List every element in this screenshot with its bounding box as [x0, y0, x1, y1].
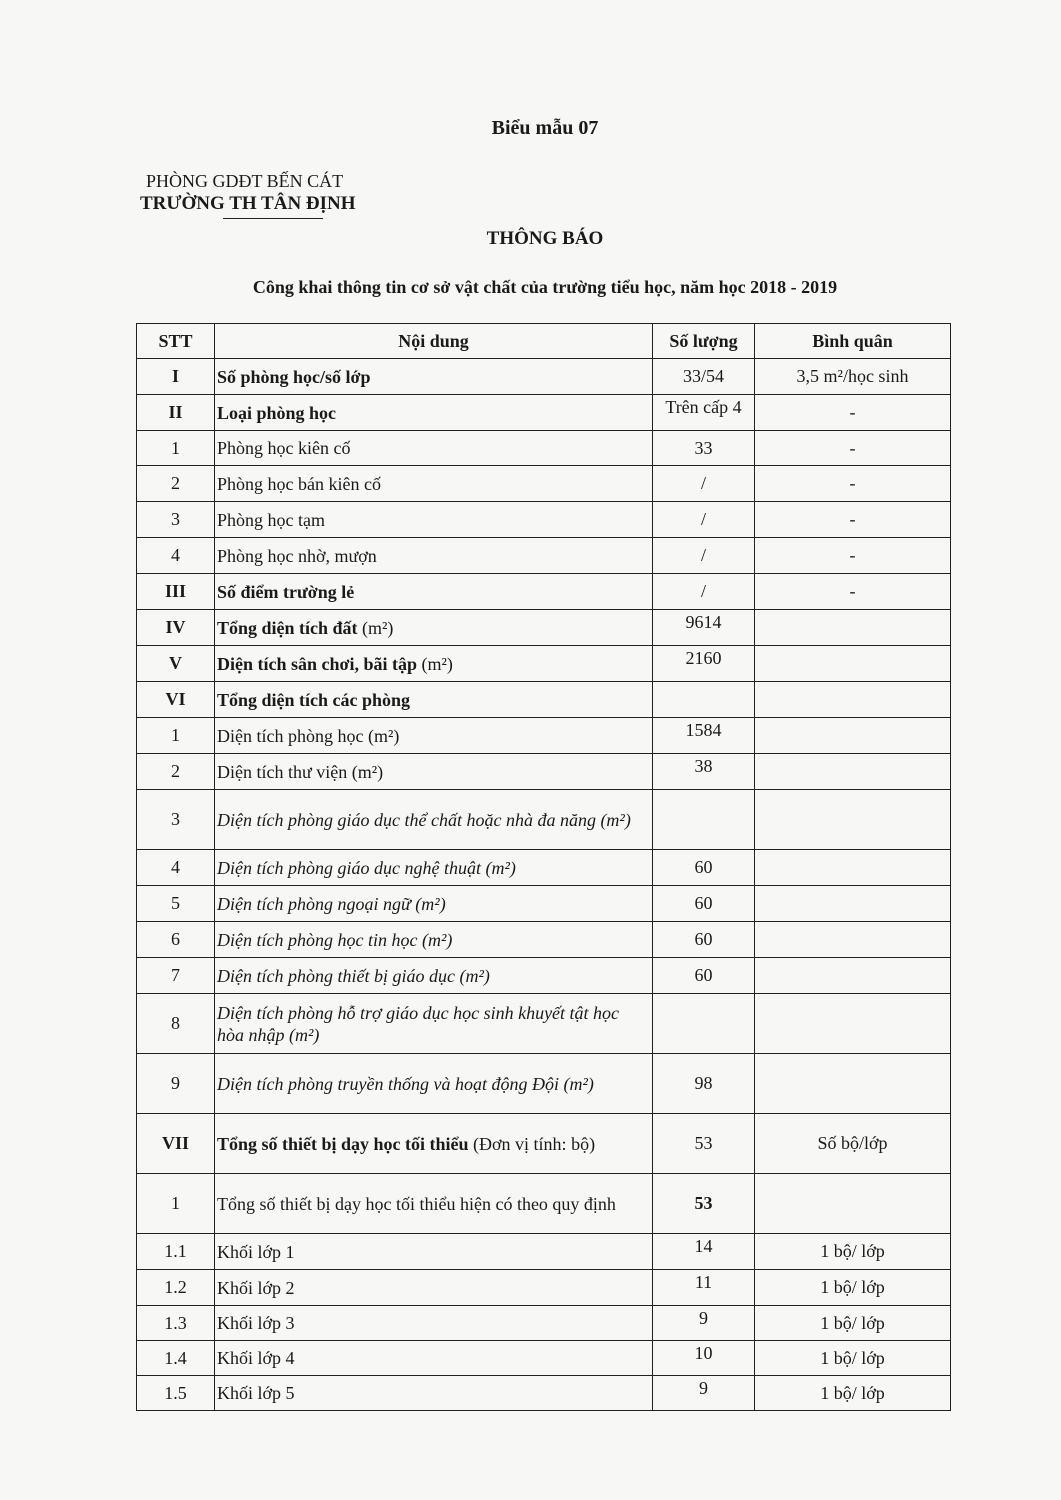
row-average: - [755, 466, 951, 502]
table-row [137, 886, 951, 922]
row-average [755, 646, 951, 682]
row-content-text: Số phòng học/số lớp [217, 366, 371, 387]
row-content: Khối lớp 5 [215, 1376, 653, 1411]
row-quantity: 60 [653, 958, 755, 994]
row-average: 1 bộ/ lớp [755, 1306, 951, 1341]
row-stt: 2 [137, 466, 215, 502]
row-average: - [755, 431, 951, 466]
row-stt: 4 [137, 850, 215, 886]
row-stt: VI [137, 682, 215, 718]
row-content: Phòng học bán kiên cố [215, 466, 653, 502]
row-quantity: 1584 [653, 718, 755, 754]
row-average [755, 1174, 951, 1234]
row-quantity: / [653, 538, 755, 574]
table-row [137, 466, 951, 502]
table-row [137, 922, 951, 958]
table-row [137, 359, 951, 395]
table-row [137, 1270, 951, 1306]
row-content: Diện tích phòng ngoại ngữ (m²) [215, 886, 653, 922]
row-average [755, 994, 951, 1054]
row-quantity: / [653, 502, 755, 538]
row-quantity: 9614 [653, 610, 755, 646]
table-row [137, 1306, 951, 1341]
row-quantity: 53 [653, 1114, 755, 1174]
table-row [137, 610, 951, 646]
row-quantity [653, 994, 755, 1054]
row-average [755, 754, 951, 790]
row-average: Số bộ/lớp [755, 1114, 951, 1174]
form-label: Biểu mẫu 07 [491, 117, 599, 139]
row-average [755, 850, 951, 886]
row-stt: 1.3 [137, 1306, 215, 1341]
row-stt: 1 [137, 1174, 215, 1234]
row-content: Diện tích thư viện (m²) [215, 754, 653, 790]
table-row [137, 1054, 951, 1114]
table-row [137, 1114, 951, 1174]
row-stt: IV [137, 610, 215, 646]
row-content: Phòng học kiên cố [215, 431, 653, 466]
row-stt: 6 [137, 922, 215, 958]
row-unit: (Đơn vị tính: bộ) [473, 1133, 596, 1154]
row-content-text: Diện tích sân chơi, bãi tập [217, 653, 417, 674]
row-unit: (m²) [362, 617, 394, 638]
row-content [215, 574, 653, 610]
row-average [755, 610, 951, 646]
row-content-text: Loại phòng học [217, 402, 337, 423]
table-row [137, 1174, 951, 1234]
table-row [137, 850, 951, 886]
row-quantity: 10 [653, 1341, 755, 1376]
table-row [137, 574, 951, 610]
row-content: Tổng số thiết bị dạy học tối thiểu hiện có theo quy định [215, 1174, 653, 1234]
row-content [215, 359, 653, 395]
row-content-text: Tổng diện tích đất [217, 617, 358, 638]
row-stt: 1.5 [137, 1376, 215, 1411]
department-name: PHÒNG GDĐT BẾN CÁT [146, 171, 344, 191]
table-row [137, 538, 951, 574]
row-content: Khối lớp 3 [215, 1306, 653, 1341]
row-stt: 3 [137, 502, 215, 538]
row-content: Diện tích phòng thiết bị giáo dục (m²) [215, 958, 653, 994]
row-quantity: 9 [653, 1376, 755, 1411]
row-content: Diện tích phòng học (m²) [215, 718, 653, 754]
row-average [755, 718, 951, 754]
row-content-text: Tổng số thiết bị dạy học tối thiểu [217, 1133, 469, 1154]
row-unit: (m²) [421, 653, 453, 674]
table-row [137, 646, 951, 682]
table-header-row [137, 324, 951, 359]
table-row [137, 718, 951, 754]
row-content [215, 395, 653, 431]
row-quantity: 2160 [653, 646, 755, 682]
row-average [755, 790, 951, 850]
row-content: Diện tích phòng giáo dục nghệ thuật (m²) [215, 850, 653, 886]
row-quantity: 38 [653, 754, 755, 790]
row-stt: I [137, 359, 215, 395]
row-quantity [653, 682, 755, 718]
row-quantity: / [653, 466, 755, 502]
row-stt: 3 [137, 790, 215, 850]
row-stt: 1.4 [137, 1341, 215, 1376]
row-content [215, 646, 653, 682]
row-quantity: 11 [653, 1270, 755, 1306]
row-stt: 1.1 [137, 1234, 215, 1270]
row-content: Khối lớp 4 [215, 1341, 653, 1376]
row-stt: 4 [137, 538, 215, 574]
row-stt: VII [137, 1114, 215, 1174]
table-row [137, 1234, 951, 1270]
row-average: - [755, 538, 951, 574]
table-row [137, 1376, 951, 1411]
row-average: 1 bộ/ lớp [755, 1376, 951, 1411]
row-stt: 1.2 [137, 1270, 215, 1306]
row-average: - [755, 502, 951, 538]
column-header-average: Bình quân [755, 324, 951, 359]
row-quantity: 53 [653, 1174, 755, 1234]
row-content: Diện tích phòng truyền thống và hoạt động Đội (m²) [215, 1054, 653, 1114]
notice-subtitle: Công khai thông tin cơ sở vật chất của trường tiểu học, năm học 2018 - 2019 [252, 277, 838, 297]
table-row [137, 754, 951, 790]
row-stt: III [137, 574, 215, 610]
column-header-quantity: Số lượng [653, 324, 755, 359]
table-row [137, 431, 951, 466]
row-quantity: Trên cấp 4 [653, 395, 755, 431]
table-row [137, 958, 951, 994]
row-quantity: 98 [653, 1054, 755, 1114]
row-quantity: 60 [653, 886, 755, 922]
school-name: TRƯỜNG TH TÂN ĐỊNH [140, 193, 356, 214]
table-row [137, 994, 951, 1054]
row-average: 3,5 m²/học sinh [755, 359, 951, 395]
row-content: Khối lớp 2 [215, 1270, 653, 1306]
row-stt: 9 [137, 1054, 215, 1114]
row-content-text: Tổng diện tích các phòng [217, 689, 411, 710]
row-quantity: 9 [653, 1306, 755, 1341]
row-stt: 5 [137, 886, 215, 922]
notice-title: THÔNG BÁO [486, 228, 604, 249]
row-stt: II [137, 395, 215, 431]
row-content: Khối lớp 1 [215, 1234, 653, 1270]
row-stt: 1 [137, 718, 215, 754]
table-row [137, 790, 951, 850]
row-average [755, 1054, 951, 1114]
row-average: - [755, 574, 951, 610]
table-row [137, 502, 951, 538]
row-content [215, 682, 653, 718]
row-content: Diện tích phòng hỗ trợ giáo dục học sinh khuyết tật học hòa nhập (m²) [215, 994, 653, 1054]
row-quantity: 60 [653, 850, 755, 886]
row-average [755, 922, 951, 958]
row-average: 1 bộ/ lớp [755, 1234, 951, 1270]
table-row [137, 682, 951, 718]
row-average [755, 958, 951, 994]
row-average [755, 682, 951, 718]
column-header-content: Nội dung [215, 324, 653, 359]
row-content [215, 1114, 653, 1174]
row-content-text: Số điểm trường lẻ [217, 581, 355, 602]
row-quantity: 14 [653, 1234, 755, 1270]
column-header-stt: STT [137, 324, 215, 359]
table-row [137, 395, 951, 431]
row-quantity [653, 790, 755, 850]
row-stt: 8 [137, 994, 215, 1054]
row-content: Diện tích phòng học tin học (m²) [215, 922, 653, 958]
row-content: Phòng học nhờ, mượn [215, 538, 653, 574]
row-stt: 1 [137, 431, 215, 466]
row-quantity: 33/54 [653, 359, 755, 395]
facilities-table [136, 323, 951, 1411]
row-content: Phòng học tạm [215, 502, 653, 538]
row-quantity: 33 [653, 431, 755, 466]
row-quantity: 60 [653, 922, 755, 958]
row-content: Diện tích phòng giáo dục thể chất hoặc nhà đa năng (m²) [215, 790, 653, 850]
row-stt: 7 [137, 958, 215, 994]
row-average: - [755, 395, 951, 431]
table-row [137, 1341, 951, 1376]
row-quantity: / [653, 574, 755, 610]
row-stt: V [137, 646, 215, 682]
row-content [215, 610, 653, 646]
school-underline [223, 218, 323, 219]
row-stt: 2 [137, 754, 215, 790]
row-average: 1 bộ/ lớp [755, 1270, 951, 1306]
row-average [755, 886, 951, 922]
row-average: 1 bộ/ lớp [755, 1341, 951, 1376]
